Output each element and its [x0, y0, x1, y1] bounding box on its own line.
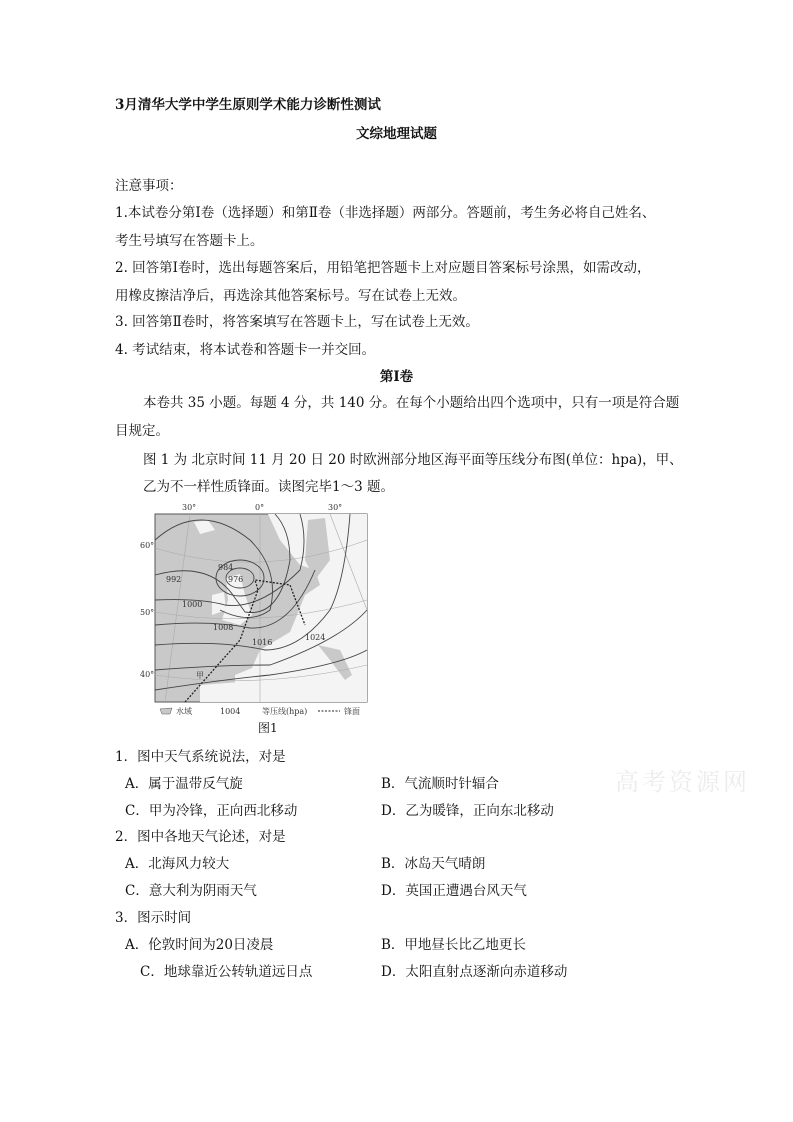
watermark: 高考资源网	[615, 768, 750, 796]
note-line: 3. 回答第Ⅱ卷时，将答案填写在答题卡上，写在试卷上无效。	[115, 314, 479, 330]
lat-label: 50°	[140, 608, 155, 617]
legend-isobar: 等压线(hpa)	[262, 707, 308, 716]
option: A．伦敦时间为20日凌晨	[125, 937, 274, 953]
option: C．甲为冷锋，正向西北移动	[125, 803, 298, 819]
water-legend-icon	[160, 708, 172, 714]
section-intro: 本卷共 35 小题。每题 4 分，共 140 分。在每个小题给出四个选项中，只有一项是符合题	[143, 395, 680, 411]
lon-label: 30°	[182, 503, 197, 512]
option: A．北海风力较大	[125, 856, 230, 872]
figure-intro: 图 1 为 北京时间 11 月 20 日 20 时欧洲部分地区海平面等压线分布图(单位：hpa)，甲、	[143, 452, 683, 468]
note-line: 用橡皮擦洁净后，再选涂其他答案标号。写在试卷上无效。	[115, 288, 466, 304]
option: B．气流顺时针辐合	[381, 776, 499, 792]
iberia-land	[200, 682, 240, 702]
question-2-stem: 2．图中各地天气论述，对是	[115, 829, 286, 845]
lon-label: 30°	[328, 503, 343, 512]
note-line: 4. 考试结束，将本试卷和答题卡一并交回。	[115, 342, 376, 358]
isobar-label: 976	[228, 575, 244, 584]
isobar-label: 984	[218, 563, 234, 572]
isobar-label: 992	[166, 575, 182, 584]
note-line: 1.本试卷分第Ⅰ卷（选择题）和第Ⅱ卷（非选择题）两部分。答题前，考生务必将自己姓名、	[115, 205, 656, 221]
lat-label: 60°	[140, 541, 155, 550]
isobar-map-figure	[140, 500, 380, 740]
legend-front: 锋面	[344, 707, 360, 716]
isobar-label: 1008	[213, 623, 234, 632]
option: C．意大利为阴雨天气	[125, 883, 257, 899]
option: C．地球靠近公转轨道远日点	[140, 964, 313, 980]
section-intro: 目规定。	[115, 423, 169, 439]
option: D．乙为暖锋，正向东北移动	[381, 803, 554, 819]
isobar-label: 1024	[305, 633, 326, 642]
notes-heading: 注意事项：	[115, 178, 183, 194]
option: D．太阳直射点逐渐向赤道移动	[381, 964, 568, 980]
question-1-stem: 1．图中天气系统说法，对是	[115, 749, 286, 765]
option: B．甲地昼长比乙地更长	[381, 937, 526, 953]
figure-caption: 图1	[258, 721, 278, 735]
option: D．英国正遭遇台风天气	[381, 883, 527, 899]
legend-isobar-sample: 1004	[220, 707, 241, 716]
front-label: 甲	[196, 671, 204, 680]
note-line: 2. 回答第Ⅰ卷时，选出每题答案后，用铅笔把答题卡上对应题目答案标号涂黑，如需改动，	[115, 260, 651, 276]
figure-intro: 乙为不一样性质锋面。读图完毕1～3 题。	[143, 479, 394, 495]
option: A．属于温带反气旋	[125, 776, 243, 792]
question-3-stem: 3．图示时间	[115, 910, 192, 926]
isobar-label: 1000	[182, 600, 203, 609]
document-subtitle: 文综地理试题	[356, 126, 437, 142]
lon-label: 0°	[255, 503, 265, 512]
document-title: 3月清华大学中学生原则学术能力诊断性测试	[115, 97, 381, 113]
section-title: 第Ⅰ卷	[379, 369, 414, 385]
isobar-label: 1016	[252, 638, 273, 647]
option: B．冰岛天气晴朗	[381, 856, 486, 872]
legend-water: 水域	[176, 707, 192, 716]
lat-label: 40°	[140, 670, 155, 679]
note-line: 考生号填写在答题卡上。	[115, 233, 264, 249]
